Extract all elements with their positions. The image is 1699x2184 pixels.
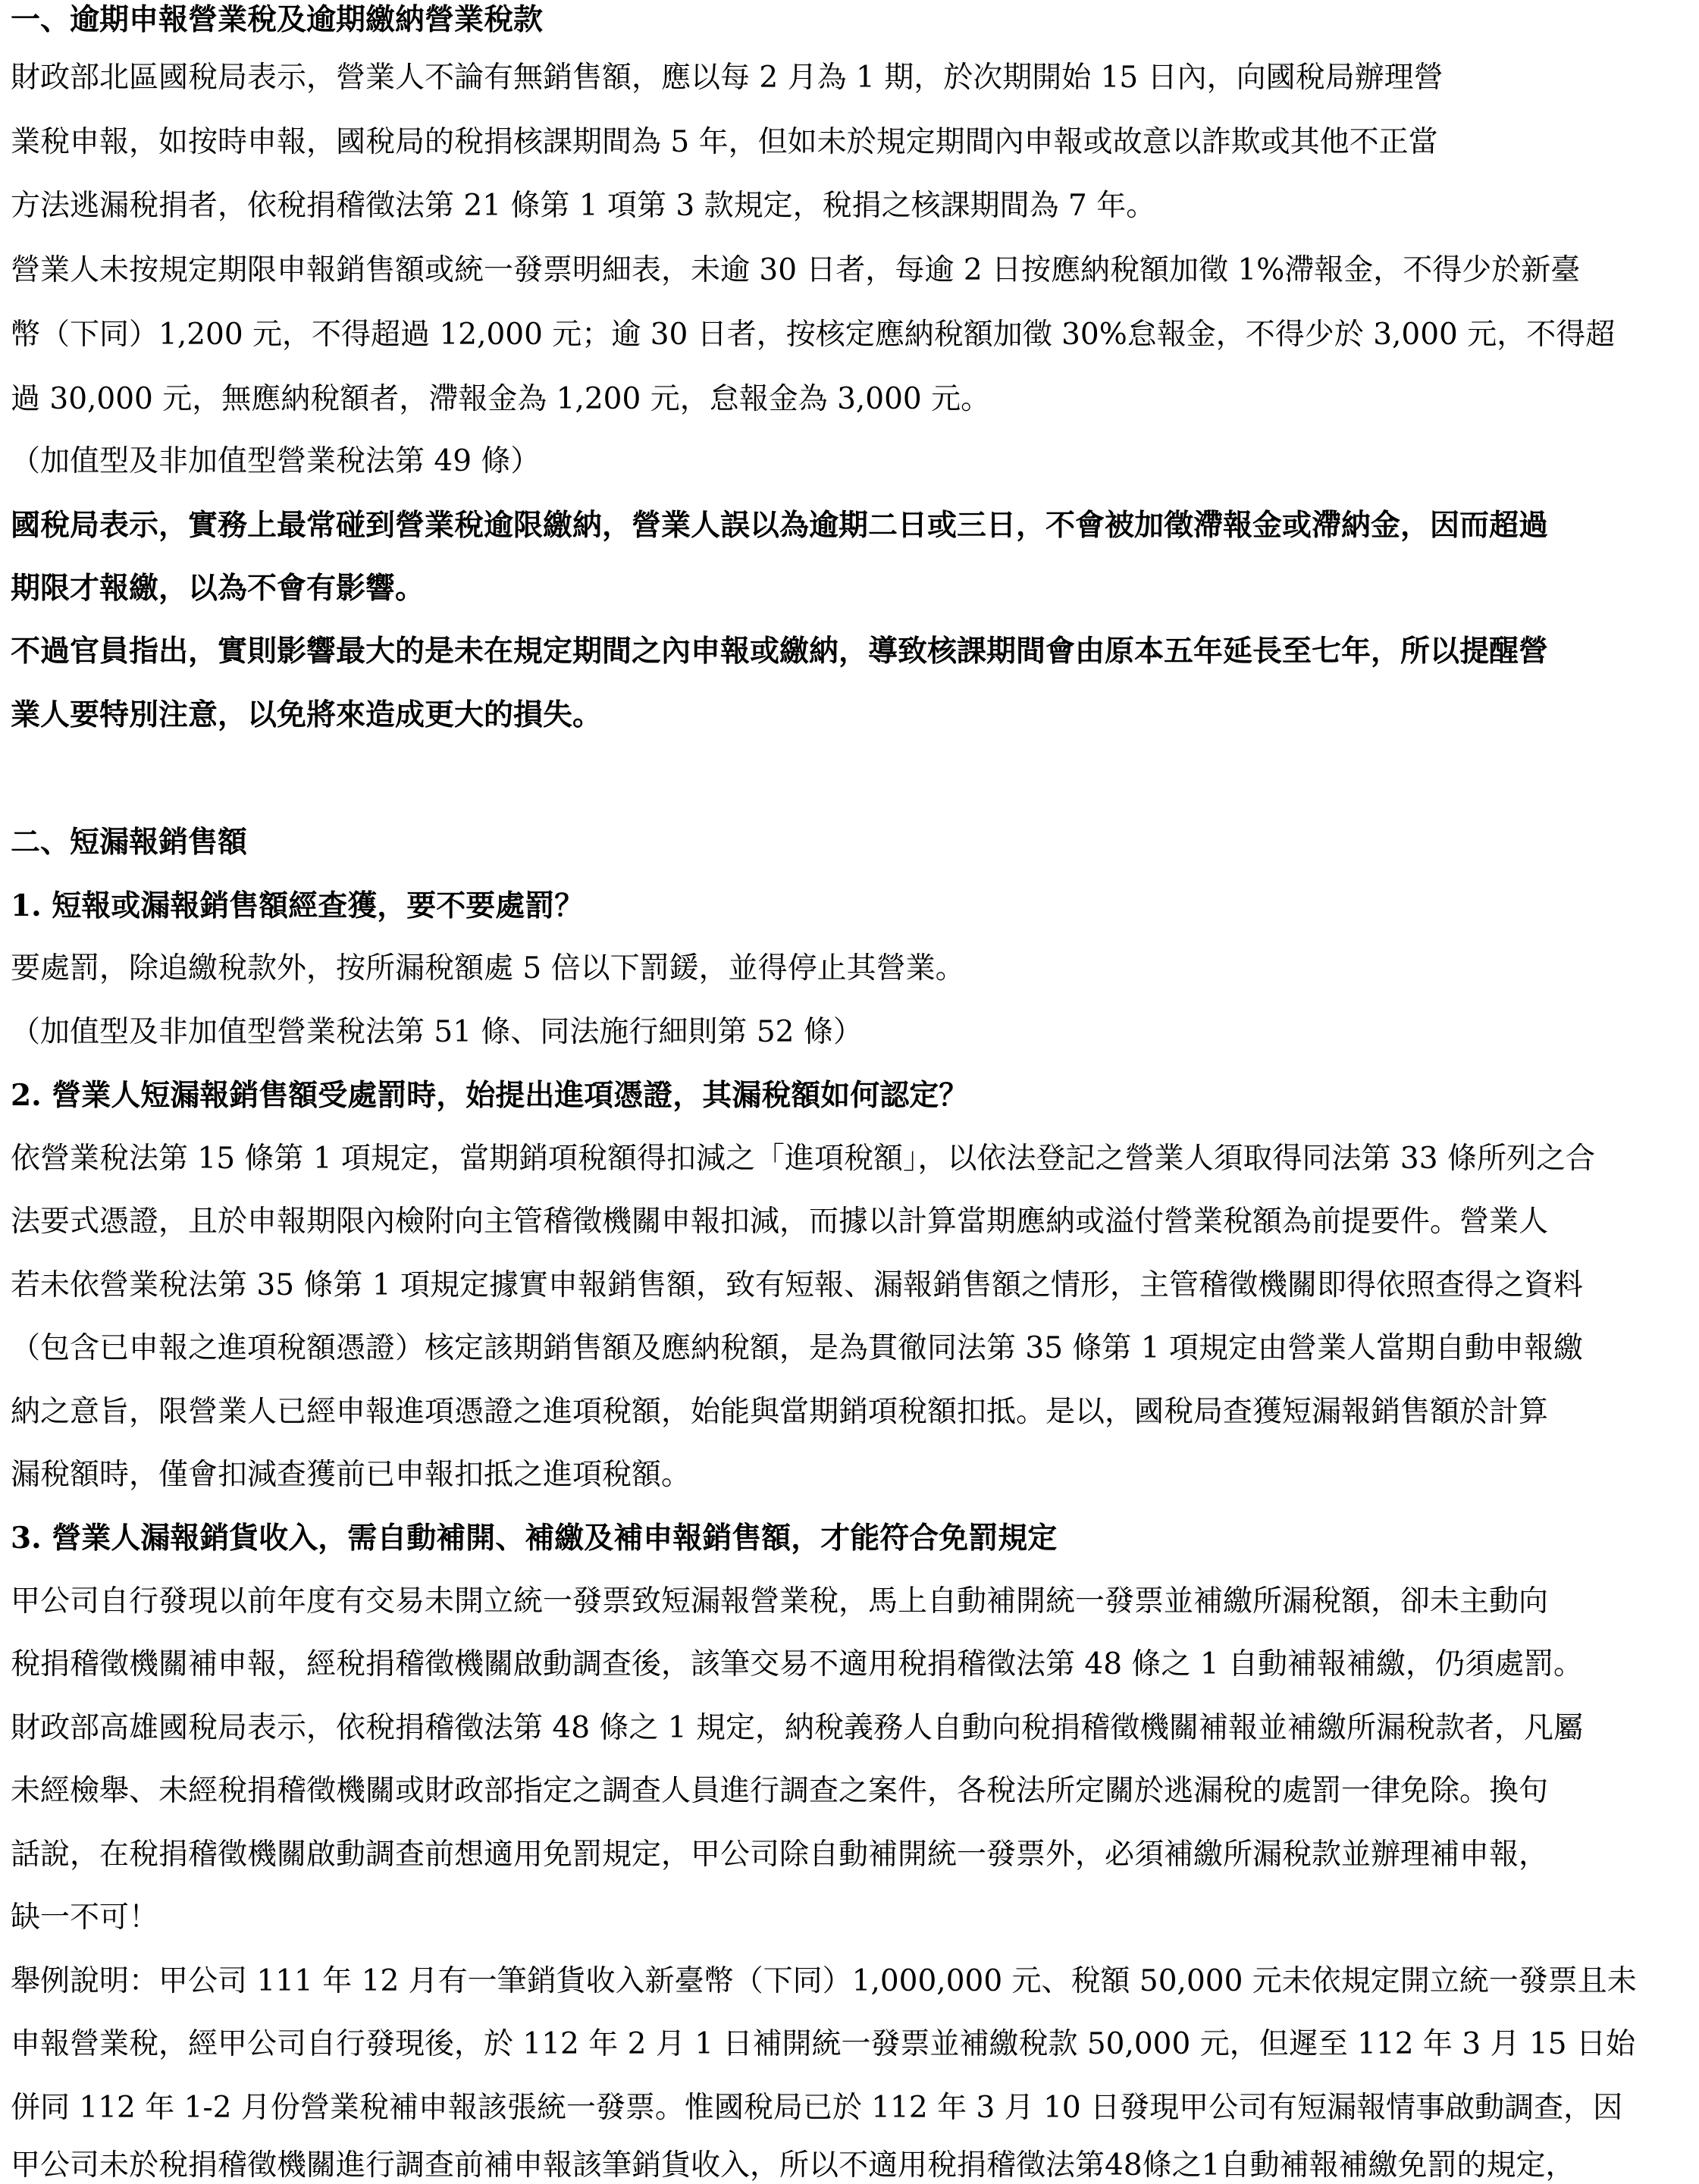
answer-3-line-5: 話說，在稅捐稽徵機關啟動調查前想適用免罰規定，甲公司除自動補開統一發票外，必須補繳所漏稅款並辦理補申報， bbox=[11, 1838, 1549, 1872]
example-line-3: 併同 112 年 1-2 月份營業稅補申報該張統一發票。惟國稅局已於 112 年 3 月 10 日發現甲公司有短漏報情事啟動調查，因 bbox=[11, 2091, 1623, 2125]
answer-1-reference: （加值型及非加值型營業稅法第 51 條、同法施行細則第 52 條） bbox=[11, 1015, 863, 1049]
section-2-heading: 二、短漏報銷售額 bbox=[11, 825, 248, 860]
section-1-bold-para-2-line-2: 業人要特別注意，以免將來造成更大的損失。 bbox=[11, 697, 603, 732]
answer-3-line-1: 甲公司自行發現以前年度有交易未開立統一發票致短漏報營業稅，馬上自動補開統一發票並補繳所漏稅額，卻未主動向 bbox=[11, 1584, 1549, 1618]
section-1-bold-para-1-line-2: 期限才報繳，以為不會有影響。 bbox=[11, 571, 425, 606]
answer-1: 要處罰，除追繳稅款外，按所漏稅額處 5 倍以下罰鍰，並得停止其營業。 bbox=[11, 951, 965, 985]
section-1-para-1-line-2: 業稅申報，如按時申報，國稅局的稅捐核課期間為 5 年，但如未於規定期間內申報或故意以詐欺或其他不正當 bbox=[11, 125, 1438, 159]
answer-2-line-4: （包含已申報之進項稅額憑證）核定該期銷售額及應納稅額，是為貫徹同法第 35 條第 1 項規定由營業人當期自動申報繳 bbox=[11, 1331, 1584, 1365]
answer-3-line-3: 財政部高雄國稅局表示，依稅捐稽徵法第 48 條之 1 規定，納稅義務人自動向稅捐稽徵機關補報並補繳所漏稅款者，凡屬 bbox=[11, 1711, 1584, 1745]
section-1-para-2-line-3: 過 30,000 元，無應納稅額者，滯報金為 1,200 元，怠報金為 3,000 元。 bbox=[11, 382, 991, 416]
example-line-1: 舉例說明：甲公司 111 年 12 月有一筆銷貨收入新臺幣（下同）1,000,000 元、稅額 50,000 元未依規定開立統一發票且未 bbox=[11, 1964, 1637, 1998]
section-1-bold-para-1-line-1: 國稅局表示，實務上最常碰到營業稅逾限繳納，營業人誤以為逾期二日或三日，不會被加徵滯報金或滯納金，因而超過 bbox=[11, 508, 1549, 543]
answer-2-line-5: 納之意旨，限營業人已經申報進項憑證之進項稅額，始能與當期銷項稅額扣抵。是以，國稅局查獲短漏報銷售額於計算 bbox=[11, 1395, 1549, 1429]
example-line-4: 甲公司未於稅捐稽徵機關進行調查前補申報該筆銷貨收入，所以不適用稅捐稽徵法第48條之1自動補報補繳免罰的規定， bbox=[11, 2148, 1575, 2182]
answer-3-line-6: 缺一不可！ bbox=[11, 1900, 159, 1935]
section-1-para-1-line-3: 方法逃漏稅捐者，依稅捐稽徵法第 21 條第 1 項第 3 款規定，稅捐之核課期間為 7 年。 bbox=[11, 189, 1156, 223]
section-1-bold-para-2-line-1: 不過官員指出，實則影響最大的是未在規定期間之內申報或繳納，導致核課期間會由原本五年延長至七年，所以提醒營 bbox=[11, 634, 1549, 669]
answer-2-line-3: 若未依營業稅法第 35 條第 1 項規定據實申報銷售額，致有短報、漏報銷售額之情形，主管稽徵機關即得依照查得之資料 bbox=[11, 1268, 1584, 1302]
section-1-para-1-line-1: 財政部北區國稅局表示，營業人不論有無銷售額，應以每 2 月為 1 期，於次期開始 15 日內，向國稅局辦理營 bbox=[11, 61, 1444, 95]
question-1: 1. 短報或漏報銷售額經查獲，要不要處罰？ bbox=[11, 888, 585, 923]
section-1-para-2-line-2: 幣（下同）1,200 元，不得超過 12,000 元；逾 30 日者，按核定應納稅額加徵 30%怠報金，不得少於 3,000 元，不得超 bbox=[11, 318, 1616, 352]
section-1-reference: （加值型及非加值型營業稅法第 49 條） bbox=[11, 444, 541, 478]
question-2: 2. 營業人短漏報銷售額受處罰時，始提出進項憑證，其漏稅額如何認定？ bbox=[11, 1078, 969, 1113]
answer-2-line-1: 依營業稅法第 15 條第 1 項規定，當期銷項稅額得扣減之「進項稅額」，以依法登記之營業人須取得同法第 33 條所列之合 bbox=[11, 1142, 1595, 1176]
question-3: 3. 營業人漏報銷貨收入，需自動補開、補繳及補申報銷售額，才能符合免罰規定 bbox=[11, 1521, 1058, 1556]
example-line-2: 申報營業稅，經甲公司自行發現後，於 112 年 2 月 1 日補開統一發票並補繳稅款 50,000 元，但遲至 112 年 3 月 15 日始 bbox=[11, 2027, 1635, 2061]
answer-3-line-4: 未經檢舉、未經稅捐稽徵機關或財政部指定之調查人員進行調查之案件，各稅法所定關於逃漏稅的處罰一律免除。換句 bbox=[11, 1774, 1549, 1808]
section-1-para-2-line-1: 營業人未按規定期限申報銷售額或統一發票明細表，未逾 30 日者，每逾 2 日按應納稅額加徵 1%滯報金，不得少於新臺 bbox=[11, 253, 1581, 287]
answer-3-line-2: 稅捐稽徵機關補申報，經稅捐稽徵機關啟動調查後，該筆交易不適用稅捐稽徵法第 48 條之 1 自動補報補繳，仍須處罰。 bbox=[11, 1647, 1584, 1681]
section-1-heading: 一、逾期申報營業稅及逾期繳納營業稅款 bbox=[11, 2, 544, 37]
answer-2-line-6: 漏稅額時，僅會扣減查獲前已申報扣抵之進項稅額。 bbox=[11, 1458, 691, 1492]
answer-2-line-2: 法要式憑證，且於申報期限內檢附向主管稽徵機關申報扣減，而據以計算當期應納或溢付營業稅額為前提要件。營業人 bbox=[11, 1205, 1549, 1239]
